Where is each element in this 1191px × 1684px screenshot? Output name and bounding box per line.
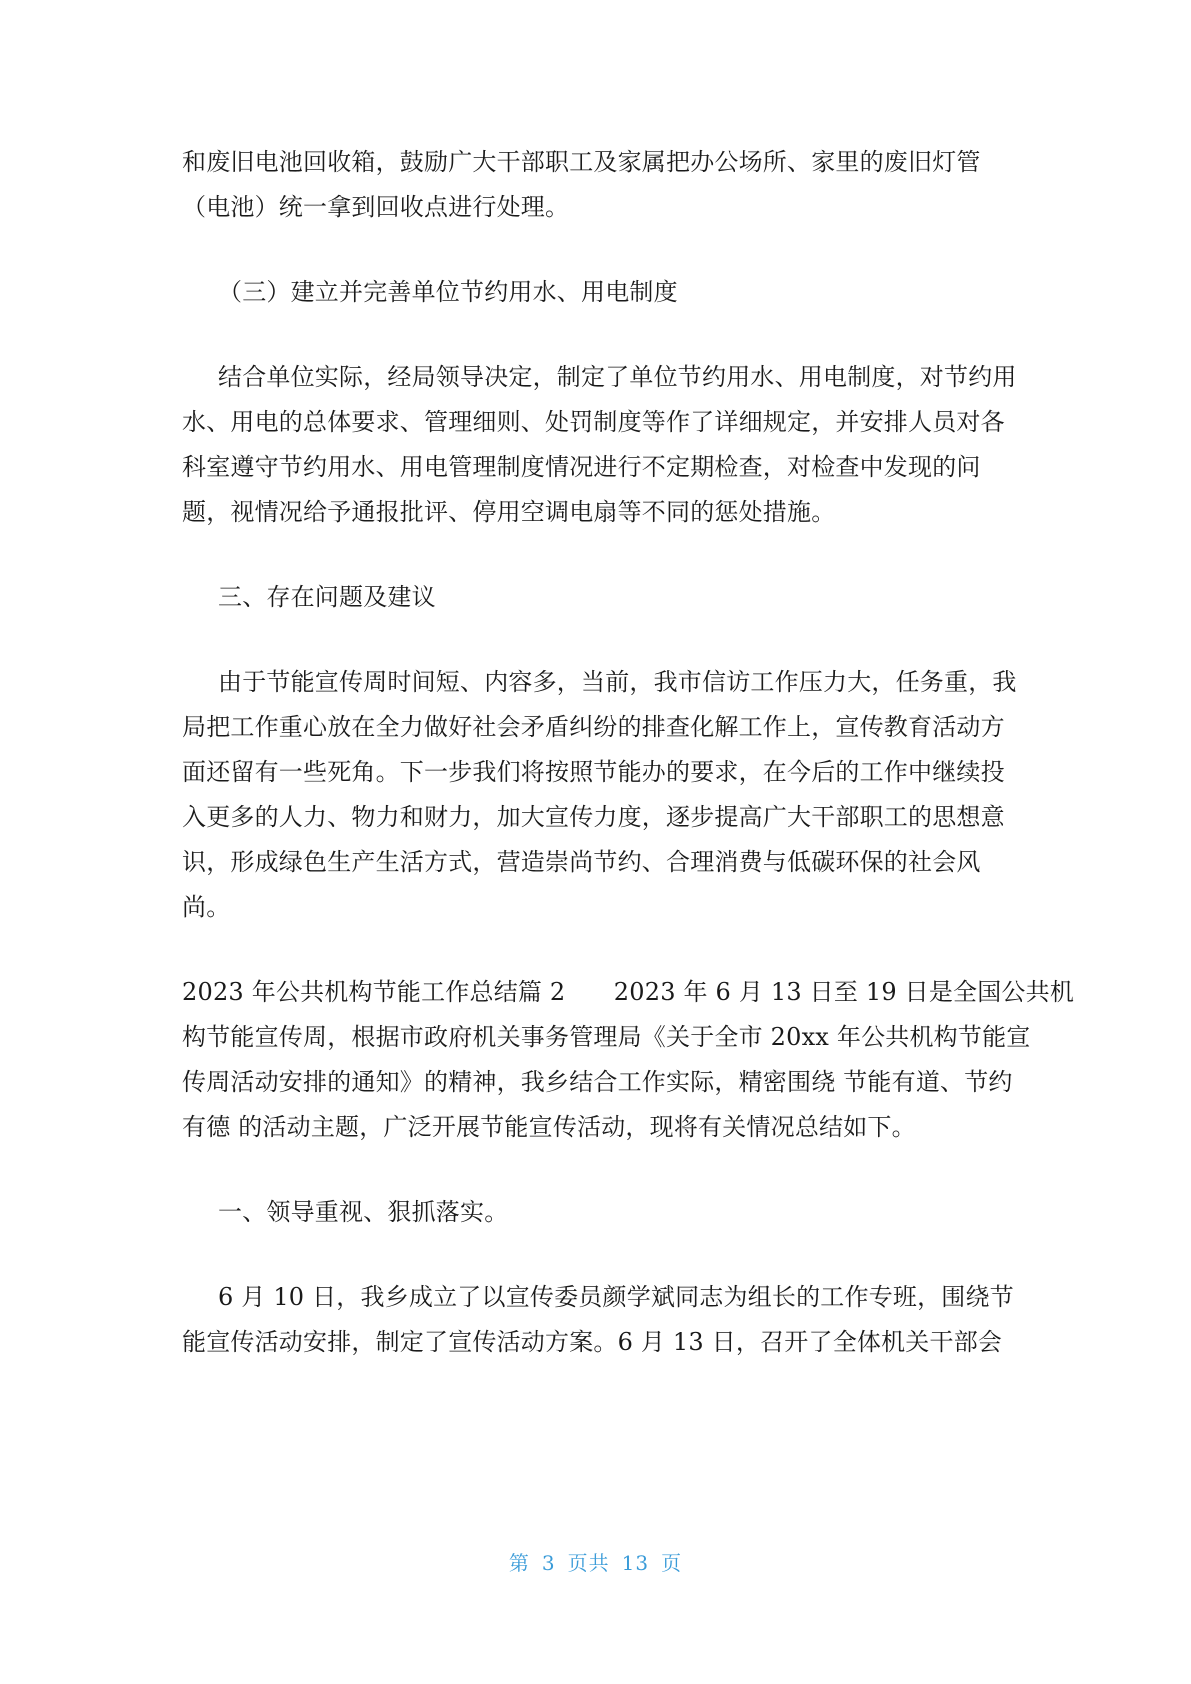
text-line: 构节能宣传周，根据市政府机关事务管理局《关于全市 20xx 年公共机构节能宣 [182,1023,1031,1051]
text-line: 尚。 [182,893,231,921]
text-line: 2023 年公共机构节能工作总结篇 2 2023 年 6 月 13 日至 19 日是全国公共机 [182,978,1075,1006]
footer-middle: 页共 [567,1551,610,1575]
text-line: （电池）统一拿到回收点进行处理。 [182,193,570,221]
text-line: 科室遵守节约用水、用电管理制度情况进行不定期检查，对检查中发现的问 [182,453,981,481]
text-line: 传周活动安排的通知》的精神，我乡结合工作实际，精密围绕 节能有道、节约 [182,1068,1013,1096]
text-line: 题，视情况给予通报批评、停用空调电扇等不同的惩处措施。 [182,498,836,526]
footer-prefix: 第 [508,1551,530,1575]
text-line: 水、用电的总体要求、管理细则、处罚制度等作了详细规定，并安排人员对各 [182,408,1005,436]
text-line: 面还留有一些死角。下一步我们将按照节能办的要求，在今后的工作中继续投 [182,758,1005,786]
text-line: 和废旧电池回收箱，鼓励广大干部职工及家属把办公场所、家里的废旧灯管 [182,148,981,176]
text-line: 由于节能宣传周时间短、内容多，当前，我市信访工作压力大，任务重，我 [218,668,1017,696]
text-line: 局把工作重心放在全力做好社会矛盾纠纷的排查化解工作上，宣传教育活动方 [182,713,1005,741]
section-heading: （三）建立并完善单位节约用水、用电制度 [218,278,678,306]
text-line: 能宣传活动安排，制定了宣传活动方案。6 月 13 日，召开了全体机关干部会 [182,1328,1003,1356]
text-line: 6 月 10 日，我乡成立了以宣传委员颜学斌同志为组长的工作专班，围绕节 [218,1283,1014,1311]
footer-page-number: 3 [541,1551,556,1575]
text-line: 识，形成绿色生产生活方式，营造崇尚节约、合理消费与低碳环保的社会风 [182,848,981,876]
text-line: 有德 的活动主题，广泛开展节能宣传活动，现将有关情况总结如下。 [182,1113,916,1141]
text-line: 结合单位实际，经局领导决定，制定了单位节约用水、用电制度，对节约用 [218,363,1017,391]
page-footer [0,1547,1191,1576]
footer-total-pages: 13 [621,1551,650,1575]
section-heading: 一、领导重视、狠抓落实。 [218,1198,509,1226]
footer-suffix: 页 [661,1551,683,1575]
section-heading: 三、存在问题及建议 [218,583,436,611]
text-line: 入更多的人力、物力和财力，加大宣传力度，逐步提高广大干部职工的思想意 [182,803,1005,831]
